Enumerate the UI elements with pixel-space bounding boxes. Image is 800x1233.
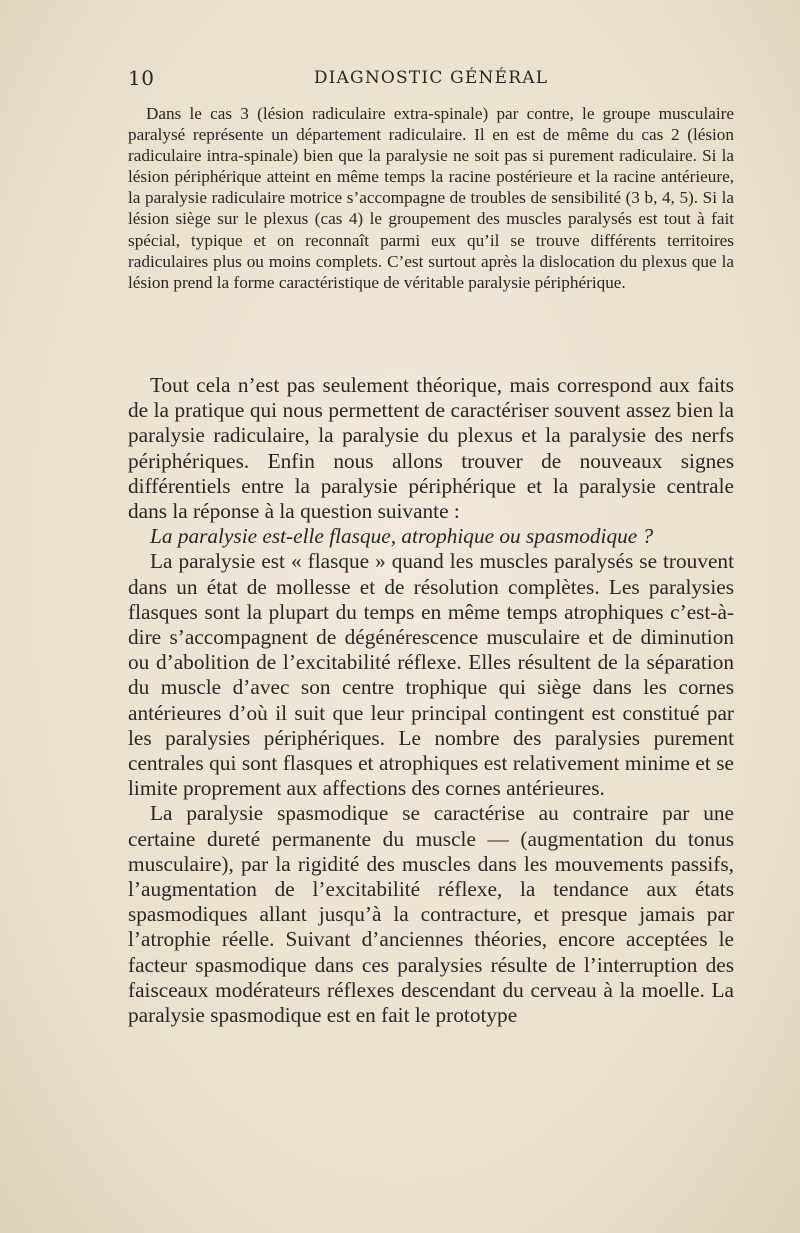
page-number: 10	[128, 66, 155, 90]
italic-question: La paralysie est-elle flasque, atrophique ou spasmodique ?	[150, 524, 654, 549]
body-paragraph-1: Tout cela n’est pas seulement théorique, mais correspond aux faits de la pratique qui nous permettent de caractériser souvent assez bien la paralysie radiculaire, la paralysie du plexus et la paralysie des nerfs périphériques. Enfin nous allons trouver de nouveaux signes différentiels entre la paralysie périphérique et la paralysie centrale dans la réponse à la question suivante :	[128, 373, 734, 524]
body-paragraph-2: La paralysie est « flasque » quand les muscles paralysés se trouvent dans un état de mollesse et de résolution complètes. Les paralysies flasques sont la plupart du temps en même temps atrophiques c’est-à-dire s’accompagnent de dégénérescence musculaire et de diminution ou d’abolition de l’excitabilité réflexe. Elles résultent de la séparation du muscle d’avec son centre trophique qui siège dans les cornes antérieures d’où il suit que leur principal contingent est constitué par les paralysies périphériques. Le nombre des paralysies purement centrales qui sont flasques et atrophiques est relativement minime et se limite proprement aux affections des cornes antérieures.	[128, 549, 734, 801]
small-print-paragraph: Dans le cas 3 (lésion radiculaire extra-spinale) par contre, le groupe musculaire paralysé représente un département radiculaire. Il en est de même du cas 2 (lésion radiculaire intra-spinale) bien que la paralysie ne soit pas si purement radiculaire. Si la lésion périphérique atteint en même temps la racine postérieure et la racine antérieure, la paralysie radiculaire motrice s’accompagne de troubles de sensibilité (3 b, 4, 5). Si la lésion siège sur le plexus (cas 4) le groupement des muscles paralysés est tout à fait spécial, typique et on reconnaît parmi eux qu’il se trouve différents territoires radiculaires plus ou moins complets. C’est surtout après la dislocation du plexus que la lésion prend la forme caractéristique de véritable paralysie périphérique.	[128, 104, 734, 292]
small-print-section	[128, 103, 734, 293]
page-header	[128, 66, 734, 96]
main-text-section	[128, 373, 734, 1028]
running-title: DIAGNOSTIC GÉNÉRAL	[313, 68, 549, 88]
body-paragraph-3: La paralysie spasmodique se caractérise au contraire par une certaine dureté permanente du muscle — (augmentation du tonus musculaire), par la rigidité des muscles dans les mouvements passifs, l’augmentation de l’excitabilité réflexe, la tendance aux états spasmodiques allant jusqu’à la contracture, et presque jamais par l’atrophie réelle. Suivant d’anciennes théories, encore acceptées le facteur spasmodique dans ces paralysies résulte de l’interruption des faisceaux modérateurs réflexes descendant du cerveau à la moelle. La paralysie spasmodique est en fait le prototype	[128, 801, 734, 1028]
